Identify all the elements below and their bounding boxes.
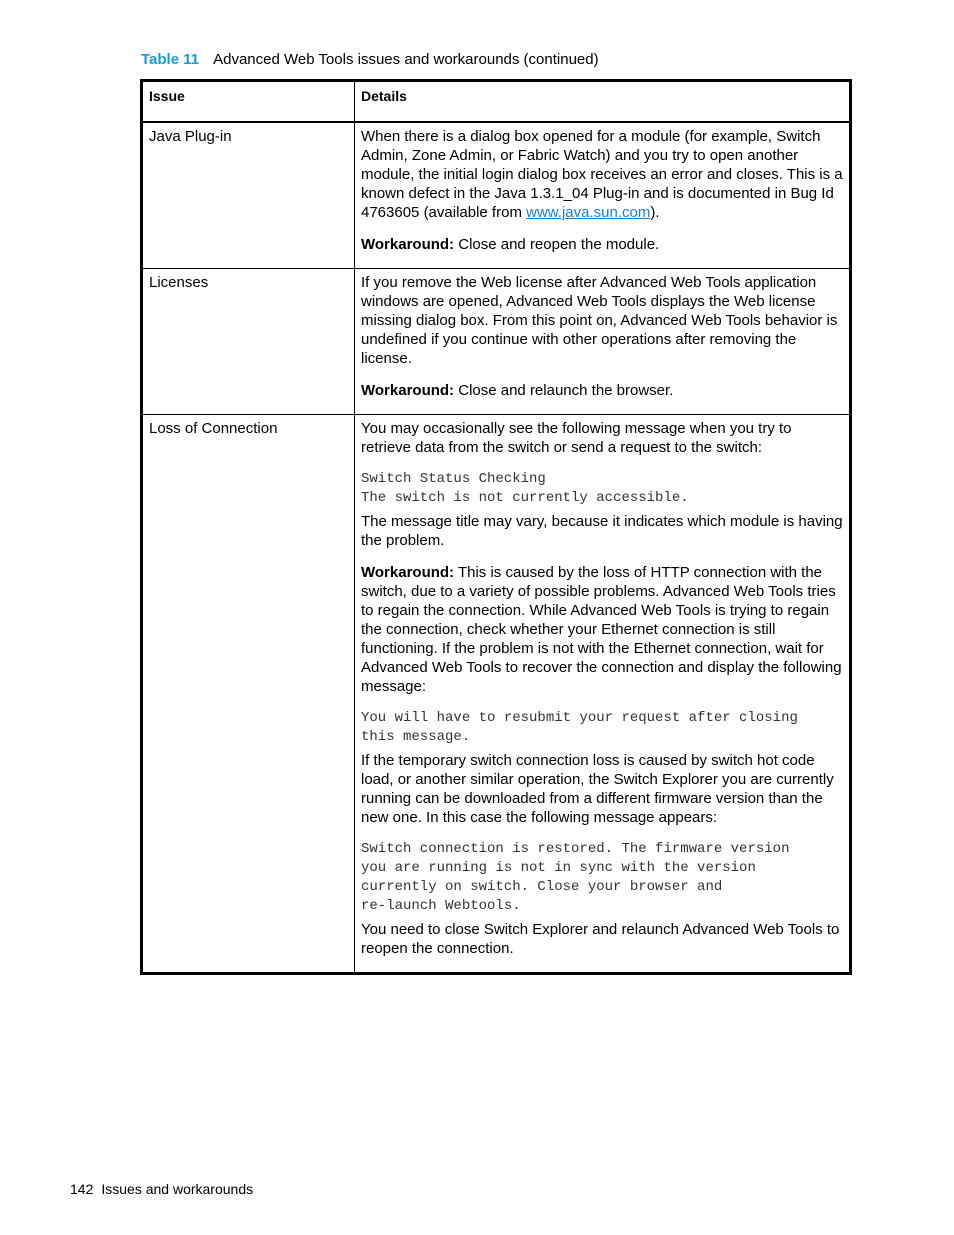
details-cell: [355, 122, 851, 269]
table-caption: [141, 50, 599, 70]
issues-table: [140, 79, 852, 975]
code-message: Switch connection is restored. The firmware version you are running is not in sync with the version currently on switch. Close your browser and re-launch Webtools.: [361, 841, 790, 914]
details-paragraph: You may occasionally see the following message when you try to retrieve data from the switch or send a request to the switch:: [361, 420, 792, 456]
footer-section-title: Issues and workarounds: [101, 1181, 254, 1197]
page-number: 142: [70, 1181, 94, 1197]
workaround-label: Workaround:: [361, 382, 455, 399]
details-paragraph: The message title may vary, because it indicates which module is having the problem.: [361, 513, 843, 549]
workaround-paragraph: Workaround: Close and reopen the module.: [361, 236, 660, 253]
workaround-paragraph: Workaround: Close and relaunch the browser.: [361, 382, 674, 399]
workaround-label: Workaround:: [361, 236, 455, 253]
details-paragraph: If you remove the Web license after Advanced Web Tools application windows are opened, Advanced Web Tools displays the Web license missing dialog box. From this point on, Advanced Web Tools behavior is undefined if you continue with other operations after removing the license.: [361, 274, 838, 367]
workaround-paragraph: Workaround: This is caused by the loss of HTTP connection with the switch, due to a variety of possible problems. Advanced Web Tools tries to regain the connection. While Advanced Web Tools is trying to regain the connection, check whether your Ethernet connection is still functioning. If the problem is not with the Ethernet connection, wait for Advanced Web Tools to recover the connection and display the following message:: [361, 564, 842, 695]
table-row: [142, 269, 851, 415]
details-cell: [355, 269, 851, 415]
details-paragraph: When there is a dialog box opened for a module (for example, Switch Admin, Zone Admin, or Fabric Watch) and you try to open another module, the initial login dialog box receives an error and closes. This is a known defect in the Java 1.3.1_04 Plug-in and is documented in Bug Id 4763605 (available from www.java.sun.com).: [361, 128, 843, 221]
issue-cell: Java Plug-in: [142, 122, 355, 269]
column-header-details: Details: [355, 81, 851, 123]
table-header-row: [142, 81, 851, 123]
java-sun-link[interactable]: www.java.sun.com: [526, 204, 651, 221]
table-row: [142, 415, 851, 974]
table-row: [142, 122, 851, 269]
issue-cell: Loss of Connection: [142, 415, 355, 974]
details-cell: [355, 415, 851, 974]
issue-cell: Licenses: [142, 269, 355, 415]
page-footer: [70, 1179, 253, 1199]
code-message: Switch Status Checking The switch is not currently accessible.: [361, 471, 689, 506]
details-paragraph: If the temporary switch connection loss is caused by switch hot code load, or another similar operation, the Switch Explorer you are currently running can be downloaded from a different firmware version than the new one. In this case the following message appears:: [361, 752, 834, 826]
column-header-issue: Issue: [142, 81, 355, 123]
table-number: Table 11: [141, 51, 200, 68]
table-title: Advanced Web Tools issues and workarounds (continued): [213, 51, 599, 68]
code-message: You will have to resubmit your request after closing this message.: [361, 710, 798, 745]
details-paragraph: You need to close Switch Explorer and relaunch Advanced Web Tools to reopen the connection.: [361, 921, 840, 957]
workaround-label: Workaround:: [361, 564, 455, 581]
